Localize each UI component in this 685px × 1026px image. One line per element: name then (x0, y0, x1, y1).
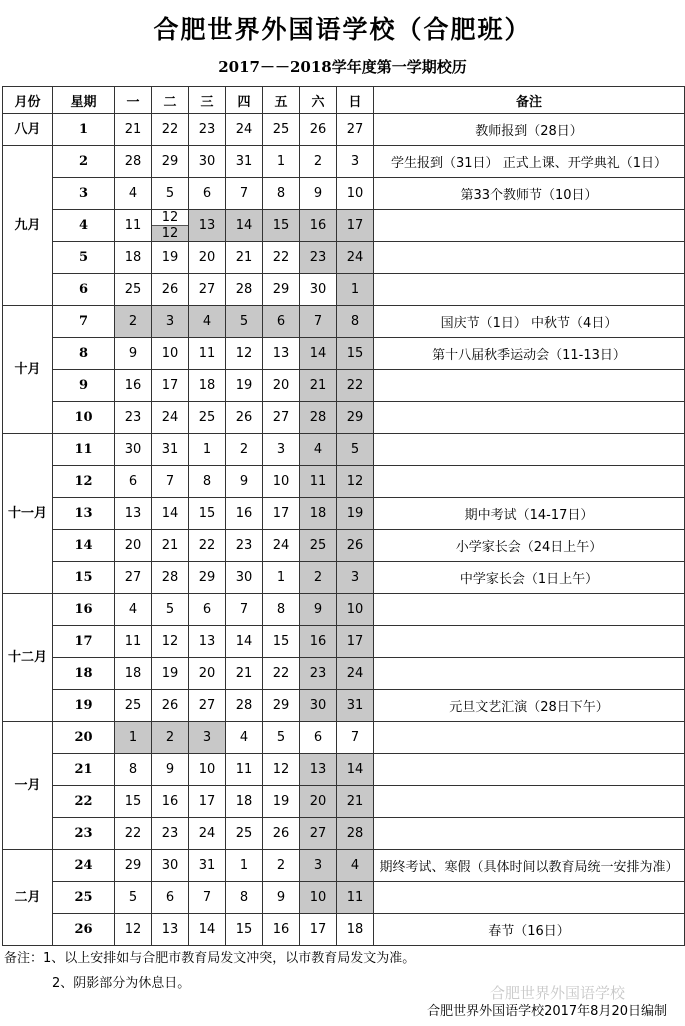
day-cell: 7 (226, 594, 263, 626)
day-cell: 7 (226, 178, 263, 210)
week-number: 11 (53, 434, 115, 466)
day-cell: 26 (263, 818, 300, 850)
day-cell: 23 (300, 658, 337, 690)
day-cell: 2 (300, 146, 337, 178)
day-cell: 22 (152, 114, 189, 146)
week-row (3, 434, 685, 466)
day-cell: 3 (263, 434, 300, 466)
day-cell: 9 (152, 754, 189, 786)
day-cell: 3 (189, 722, 226, 754)
day-cell: 11 (189, 338, 226, 370)
day-cell: 22 (337, 370, 374, 402)
week-row (3, 178, 685, 210)
day-cell: 17 (263, 498, 300, 530)
day-cell: 30 (226, 562, 263, 594)
week-row (3, 274, 685, 306)
day-cell: 29 (337, 402, 374, 434)
day-cell: 27 (189, 274, 226, 306)
day-cell: 27 (337, 114, 374, 146)
week-number: 20 (53, 722, 115, 754)
week-number: 4 (53, 210, 115, 242)
day-cell: 16 (152, 786, 189, 818)
day-cell: 11 (115, 626, 152, 658)
day-cell: 10 (263, 466, 300, 498)
day-cell: 17 (337, 210, 374, 242)
day-cell: 25 (115, 690, 152, 722)
day-cell: 29 (189, 562, 226, 594)
day-cell: 21 (115, 114, 152, 146)
week-number: 8 (53, 338, 115, 370)
day-cell: 6 (300, 722, 337, 754)
week-number: 19 (53, 690, 115, 722)
day-cell: 24 (337, 242, 374, 274)
month-cell: 二月 (3, 850, 53, 946)
header-notes: 备注 (374, 87, 685, 114)
day-cell: 14 (189, 914, 226, 946)
week-row (3, 818, 685, 850)
day-cell: 14 (300, 338, 337, 370)
week-row (3, 114, 685, 146)
day-cell: 25 (300, 530, 337, 562)
day-cell: 30 (300, 690, 337, 722)
week-number: 6 (53, 274, 115, 306)
day-cell: 5 (152, 178, 189, 210)
day-cell: 27 (115, 562, 152, 594)
day-cell: 7 (152, 466, 189, 498)
day-cell: 26 (152, 274, 189, 306)
day-cell: 14 (337, 754, 374, 786)
week-number: 14 (53, 530, 115, 562)
calendar-table (2, 86, 685, 946)
day-cell: 17 (337, 626, 374, 658)
day-cell: 26 (300, 114, 337, 146)
day-cell: 9 (263, 882, 300, 914)
day-cell: 1 (263, 562, 300, 594)
day-cell: 7 (189, 882, 226, 914)
note-cell (374, 818, 685, 850)
day-cell: 29 (115, 850, 152, 882)
day-cell: 8 (189, 466, 226, 498)
day-cell: 19 (263, 786, 300, 818)
day-cell: 21 (152, 530, 189, 562)
footer-credit: 合肥世界外国语学校2017年8月20日编制 (427, 1004, 667, 1019)
day-cell: 11 (226, 754, 263, 786)
day-cell: 22 (115, 818, 152, 850)
day-cell: 23 (189, 114, 226, 146)
week-row (3, 850, 685, 882)
day-cell: 24 (189, 818, 226, 850)
day-cell: 29 (263, 690, 300, 722)
week-row (3, 658, 685, 690)
day-cell: 13 (152, 914, 189, 946)
day-cell: 2 (300, 562, 337, 594)
day-cell: 18 (337, 914, 374, 946)
page-subtitle: 2017－－2018学年度第一学期校历 (218, 58, 467, 76)
day-cell: 28 (300, 402, 337, 434)
header-wed: 三 (189, 87, 226, 114)
day-cell: 26 (226, 402, 263, 434)
day-cell: 19 (226, 370, 263, 402)
note-cell (374, 242, 685, 274)
day-cell: 11 (115, 210, 152, 242)
day-cell: 17 (152, 370, 189, 402)
day-cell: 13 (189, 210, 226, 242)
day-cell: 2 (263, 850, 300, 882)
day-cell: 20 (115, 530, 152, 562)
week-number: 13 (53, 498, 115, 530)
day-cell: 9 (300, 594, 337, 626)
day-cell: 12 (115, 914, 152, 946)
day-cell: 1 (115, 722, 152, 754)
footnote-2: 2、阴影部分为休息日。 (52, 976, 191, 991)
day-cell: 4 (300, 434, 337, 466)
note-cell: 教师报到（28日） (374, 114, 685, 146)
note-cell: 国庆节（1日） 中秋节（4日） (374, 306, 685, 338)
header-month: 月份 (3, 87, 53, 114)
day-cell: 22 (263, 658, 300, 690)
day-cell: 31 (189, 850, 226, 882)
day-cell: 24 (226, 114, 263, 146)
day-cell: 4 (115, 594, 152, 626)
week-number: 18 (53, 658, 115, 690)
day-cell: 16 (263, 914, 300, 946)
day-cell: 20 (189, 242, 226, 274)
day-value-alt: 12 (152, 225, 188, 241)
day-cell: 19 (337, 498, 374, 530)
note-cell (374, 786, 685, 818)
day-cell: 26 (152, 690, 189, 722)
day-cell: 5 (226, 306, 263, 338)
day-cell: 13 (300, 754, 337, 786)
day-cell: 3 (152, 306, 189, 338)
day-cell: 1 (337, 274, 374, 306)
note-cell (374, 882, 685, 914)
day-cell: 29 (263, 274, 300, 306)
day-cell: 9 (115, 338, 152, 370)
day-cell: 10 (152, 338, 189, 370)
day-cell: 10 (337, 594, 374, 626)
note-cell (374, 754, 685, 786)
day-cell: 8 (263, 178, 300, 210)
week-row (3, 338, 685, 370)
week-row (3, 530, 685, 562)
note-cell (374, 210, 685, 242)
day-cell: 17 (300, 914, 337, 946)
day-cell: 25 (115, 274, 152, 306)
day-cell: 1 (263, 146, 300, 178)
header-sun: 日 (337, 87, 374, 114)
day-cell: 31 (226, 146, 263, 178)
day-cell: 6 (152, 882, 189, 914)
note-cell (374, 658, 685, 690)
week-number: 22 (53, 786, 115, 818)
week-row (3, 498, 685, 530)
day-cell: 31 (337, 690, 374, 722)
week-row (3, 242, 685, 274)
day-cell: 3 (337, 562, 374, 594)
day-value: 12 (161, 210, 179, 225)
day-cell: 30 (189, 146, 226, 178)
note-cell (374, 370, 685, 402)
day-cell: 6 (263, 306, 300, 338)
note-cell: 期中考试（14-17日） (374, 498, 685, 530)
week-number: 3 (53, 178, 115, 210)
day-cell: 21 (300, 370, 337, 402)
day-cell: 12 (152, 626, 189, 658)
day-cell: 21 (226, 242, 263, 274)
day-cell: 22 (263, 242, 300, 274)
week-number: 9 (53, 370, 115, 402)
day-cell: 26 (337, 530, 374, 562)
week-number: 2 (53, 146, 115, 178)
day-cell: 28 (226, 690, 263, 722)
day-cell: 4 (115, 178, 152, 210)
day-cell: 15 (337, 338, 374, 370)
header-row (3, 87, 685, 114)
week-row (3, 722, 685, 754)
day-cell: 1 (189, 434, 226, 466)
note-cell: 小学家长会（24日上午） (374, 530, 685, 562)
day-cell (152, 210, 189, 242)
day-cell: 30 (115, 434, 152, 466)
day-cell: 18 (226, 786, 263, 818)
month-cell: 一月 (3, 722, 53, 850)
day-cell: 23 (152, 818, 189, 850)
week-number: 12 (53, 466, 115, 498)
day-cell: 28 (337, 818, 374, 850)
day-cell: 8 (226, 882, 263, 914)
week-row (3, 882, 685, 914)
day-cell: 11 (300, 466, 337, 498)
page-title: 合肥世界外国语学校（合肥班） (153, 15, 532, 44)
day-cell: 20 (300, 786, 337, 818)
day-cell: 10 (189, 754, 226, 786)
day-cell: 21 (226, 658, 263, 690)
week-row (3, 786, 685, 818)
day-cell: 10 (300, 882, 337, 914)
week-number: 16 (53, 594, 115, 626)
day-cell: 6 (189, 594, 226, 626)
day-cell: 7 (337, 722, 374, 754)
week-number: 5 (53, 242, 115, 274)
day-cell: 2 (115, 306, 152, 338)
day-cell: 28 (115, 146, 152, 178)
day-cell: 19 (152, 658, 189, 690)
day-cell: 14 (152, 498, 189, 530)
week-number: 7 (53, 306, 115, 338)
week-row (3, 210, 685, 242)
day-cell: 1 (226, 850, 263, 882)
day-cell: 9 (226, 466, 263, 498)
day-cell: 8 (115, 754, 152, 786)
note-cell (374, 626, 685, 658)
day-cell: 28 (226, 274, 263, 306)
watermark: 合肥世界外国语学校 (490, 984, 626, 1002)
day-cell: 5 (152, 594, 189, 626)
note-cell: 第十八届秋季运动会（11-13日） (374, 338, 685, 370)
week-number: 26 (53, 914, 115, 946)
day-cell: 15 (189, 498, 226, 530)
day-cell: 18 (115, 242, 152, 274)
header-mon: 一 (115, 87, 152, 114)
note-cell (374, 434, 685, 466)
day-cell: 20 (189, 658, 226, 690)
day-cell: 16 (115, 370, 152, 402)
day-cell: 4 (337, 850, 374, 882)
day-cell: 5 (115, 882, 152, 914)
week-number: 17 (53, 626, 115, 658)
note-cell (374, 466, 685, 498)
day-cell: 25 (263, 114, 300, 146)
header-tue: 二 (152, 87, 189, 114)
day-cell: 4 (226, 722, 263, 754)
day-cell: 24 (337, 658, 374, 690)
day-cell: 15 (263, 210, 300, 242)
week-row (3, 402, 685, 434)
day-cell: 14 (226, 626, 263, 658)
day-cell: 16 (226, 498, 263, 530)
footnote-1: 备注：1、以上安排如与合肥市教育局发文冲突，以市教育局发文为准。 (4, 951, 416, 966)
day-cell: 13 (189, 626, 226, 658)
day-cell: 23 (226, 530, 263, 562)
note-cell (374, 722, 685, 754)
day-cell: 25 (189, 402, 226, 434)
week-number: 1 (53, 114, 115, 146)
note-cell: 中学家长会（1日上午） (374, 562, 685, 594)
month-cell: 九月 (3, 146, 53, 306)
week-number: 25 (53, 882, 115, 914)
day-cell: 16 (300, 210, 337, 242)
month-cell: 十二月 (3, 594, 53, 722)
day-cell: 18 (115, 658, 152, 690)
day-cell: 15 (263, 626, 300, 658)
day-cell: 13 (115, 498, 152, 530)
note-cell: 期终考试、寒假（具体时间以教育局统一安排为准） (374, 850, 685, 882)
week-row (3, 690, 685, 722)
day-cell: 6 (115, 466, 152, 498)
day-cell: 2 (226, 434, 263, 466)
month-cell: 十月 (3, 306, 53, 434)
day-cell: 10 (337, 178, 374, 210)
day-cell: 5 (263, 722, 300, 754)
day-cell: 20 (263, 370, 300, 402)
week-row (3, 754, 685, 786)
day-cell: 12 (263, 754, 300, 786)
day-cell: 2 (152, 722, 189, 754)
header-thu: 四 (226, 87, 263, 114)
day-cell: 29 (152, 146, 189, 178)
week-number: 15 (53, 562, 115, 594)
header-fri: 五 (263, 87, 300, 114)
header-week: 星期 (53, 87, 115, 114)
day-cell: 24 (152, 402, 189, 434)
day-cell: 4 (189, 306, 226, 338)
day-cell: 7 (300, 306, 337, 338)
day-cell: 28 (152, 562, 189, 594)
day-cell: 18 (300, 498, 337, 530)
week-row (3, 370, 685, 402)
day-cell: 18 (189, 370, 226, 402)
day-cell: 15 (226, 914, 263, 946)
note-cell: 第33个教师节（10日） (374, 178, 685, 210)
note-cell (374, 274, 685, 306)
day-cell: 27 (263, 402, 300, 434)
header-sat: 六 (300, 87, 337, 114)
day-cell: 23 (300, 242, 337, 274)
note-cell: 学生报到（31日） 正式上课、开学典礼（1日） (374, 146, 685, 178)
day-cell: 23 (115, 402, 152, 434)
day-cell: 6 (189, 178, 226, 210)
day-cell: 13 (263, 338, 300, 370)
day-cell: 8 (337, 306, 374, 338)
day-cell: 15 (115, 786, 152, 818)
week-row (3, 146, 685, 178)
day-cell: 5 (337, 434, 374, 466)
month-cell: 八月 (3, 114, 53, 146)
day-cell: 12 (337, 466, 374, 498)
week-row (3, 594, 685, 626)
week-number: 23 (53, 818, 115, 850)
day-cell: 30 (152, 850, 189, 882)
day-cell: 19 (152, 242, 189, 274)
day-cell: 16 (300, 626, 337, 658)
week-row (3, 466, 685, 498)
month-cell: 十一月 (3, 434, 53, 594)
week-row (3, 914, 685, 946)
day-cell: 9 (300, 178, 337, 210)
day-cell: 30 (300, 274, 337, 306)
week-number: 24 (53, 850, 115, 882)
day-cell: 25 (226, 818, 263, 850)
note-cell (374, 594, 685, 626)
day-cell: 14 (226, 210, 263, 242)
week-number: 10 (53, 402, 115, 434)
day-cell: 17 (189, 786, 226, 818)
week-row (3, 562, 685, 594)
day-cell: 24 (263, 530, 300, 562)
note-cell: 春节（16日） (374, 914, 685, 946)
day-cell: 3 (337, 146, 374, 178)
day-cell: 27 (189, 690, 226, 722)
week-number: 21 (53, 754, 115, 786)
day-cell: 12 (226, 338, 263, 370)
note-cell (374, 402, 685, 434)
note-cell: 元旦文艺汇演（28日下午） (374, 690, 685, 722)
day-cell: 27 (300, 818, 337, 850)
day-cell: 3 (300, 850, 337, 882)
day-cell: 21 (337, 786, 374, 818)
day-cell: 11 (337, 882, 374, 914)
day-cell: 22 (189, 530, 226, 562)
day-cell: 31 (152, 434, 189, 466)
day-cell: 8 (263, 594, 300, 626)
week-row (3, 626, 685, 658)
week-row (3, 306, 685, 338)
